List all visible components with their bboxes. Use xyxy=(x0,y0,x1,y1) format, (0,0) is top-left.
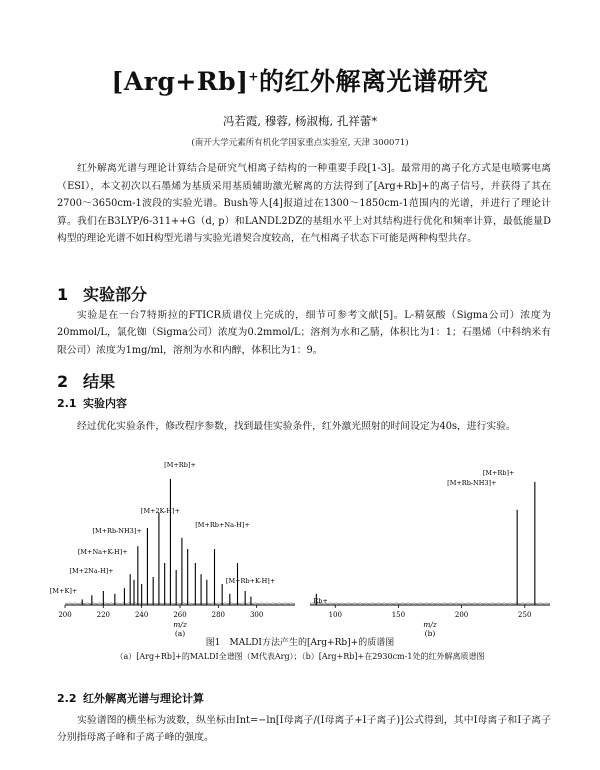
peak-annotation: [M+Rb-NH3]+ xyxy=(447,479,497,487)
x-tick-label: 200 xyxy=(454,611,469,619)
panel-label: (a) xyxy=(174,629,186,638)
mass-spectra-figure xyxy=(49,455,555,638)
section-1-heading: 1 实验部分 xyxy=(57,285,148,304)
peak-annotation: [M+Rb+Na-H]+ xyxy=(195,521,250,529)
panel-a-chart xyxy=(50,461,295,638)
x-tick-label: 100 xyxy=(328,611,342,619)
peak-annotation: [M+Rb+K-H]+ xyxy=(225,577,276,585)
x-tick-label: 280 xyxy=(211,611,226,619)
x-tick-label: 200 xyxy=(58,611,72,619)
section-2-heading: 2 结果 xyxy=(57,372,116,391)
panel-label: (b) xyxy=(424,629,436,638)
peak-annotation: [M+2Na-H]+ xyxy=(69,567,114,575)
x-tick-label: 300 xyxy=(249,611,264,619)
baseline-noise xyxy=(65,603,295,604)
x-tick-label: 240 xyxy=(134,611,149,619)
peak-annotation: [M+Rb]+ xyxy=(482,469,515,477)
paper-title: [Arg+Rb]+的红外解离光谱研究 xyxy=(111,67,489,96)
abstract-paragraph: 红外解离光谱与理论计算结合是研究气相离子结构的一种重要手段[1-3]。最常用的离子化方式是电喷雾电离（ESI），本文初次以石墨烯为基质采用基质辅助激光解离的方法得到了[Arg+Rb]+的离子信号，并获得了其在2700～3650cm-1波段的实验光谱。Bush等人[4]报道过在1300～1850cm-1范围内的光谱，并进行了理论计算。我们在B3LYP/6-311++G（d, p）和LANDL2DZ的基组水平上对其结构进行优化和频率计算，最低能量D构型的理论光谱不如H构型光谱与实验光谱契合度较高，在气相离子状态下可能是两种构型共存。 xyxy=(57,163,551,245)
x-axis-label: m/z xyxy=(173,620,187,629)
authors: 冯若霞, 穆蓉, 杨淑梅, 孔祥蕾* xyxy=(222,114,378,128)
x-tick-label: 220 xyxy=(96,611,111,619)
peak-annotation: [M+K]+ xyxy=(49,587,78,595)
peak-annotation: [M+Rb]+ xyxy=(164,461,196,469)
affiliation: (南开大学元素所有机化学国家重点实验室, 天津 300071) xyxy=(191,138,409,148)
subsection-2-2-paragraph: 实验谱图的横坐标为波数，纵坐标由Int=−ln[I母离子/(I母离子+I子离子)]公式得到，其中I母离子和I子离子分别指母离子峰和子离子峰的强度。 xyxy=(57,715,551,744)
figure-caption: 图1 MALDI方法产生的[Arg+Rb]+的质谱图 xyxy=(205,638,395,648)
x-tick-label: 150 xyxy=(391,611,406,619)
peak-annotation: [M+Na+K-H]+ xyxy=(77,548,128,556)
x-tick-label: 260 xyxy=(173,611,187,619)
x-axis-label: m/z xyxy=(423,620,437,629)
subsection-2-2-heading: 2.2 红外解离光谱与理论计算 xyxy=(57,692,204,705)
subsection-2-1-paragraph: 经过优化实验条件，修改程序参数，找到最佳实验条件，红外激光照射的时间设定为40s，进行实验。 xyxy=(77,421,516,432)
panel-b-chart xyxy=(310,469,550,638)
baseline-noise xyxy=(310,603,550,604)
section-1-paragraph: 实验是在一台7特斯拉的FTICR质谱仪上完成的，细节可参考文献[5]。L-精氨酸（Sigma公司）浓度为20mmol/L，氯化铷（Sigma公司）浓度为0.2mmol/L；溶剂为水和乙腈，体积比为1：1；石墨烯（中科纳米有限公司）浓度为1mg/ml，溶剂为水和内醇，体积比为1：9。 xyxy=(57,310,551,356)
peak-annotation: [M+Rb-NH3]+ xyxy=(92,527,142,535)
x-tick-label: 250 xyxy=(518,611,532,619)
peak-annotation: [M+2K-H]+ xyxy=(140,507,180,515)
peak-annotation: Rb+ xyxy=(313,597,328,605)
figure-subcaption: （a）[Arg+Rb]+的MALDI全谱图（M代表Arg）；（b）[Arg+Rb]+在2930cm-1处的红外解离质谱图 xyxy=(115,652,485,661)
subsection-2-1-heading: 2.1 实验内容 xyxy=(57,397,127,410)
